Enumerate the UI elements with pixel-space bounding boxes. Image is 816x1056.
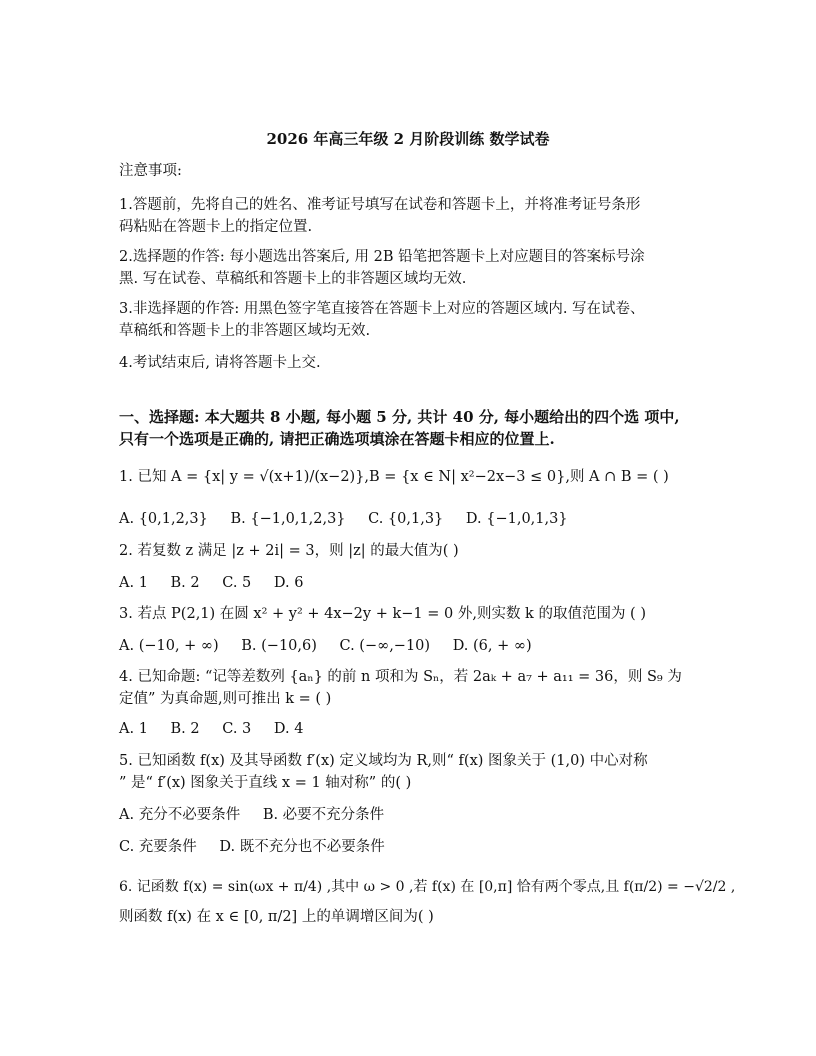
question-6: 6. 记函数 f(x) = sin(ωx + π/4) ,其中 ω > 0 ,若 f(x) 在 [0,π] 恰有两个零点,且 f(π/2) = −√2/2 , [119,879,736,895]
notice-line: 黑. 写在试卷、草稿纸和答题卡上的非答题区域均无效. [119,271,467,287]
notice-line: 码粘贴在答题卡上的指定位置. [119,219,313,235]
option: D. {−1,0,1,3} [465,511,568,527]
question-5: 5. 已知函数 f(x) 及其导函数 f′(x) 定义域均为 R,则“ f(x) 图象关于 (1,0) 中心对称 [119,753,648,769]
option: C. 3 [222,721,252,737]
option: C. (−∞,−10) [339,638,431,654]
notice-line: 3.非选择题的作答: 用黑色签字笔直接答在答题卡上对应的答题区域内. 写在试卷、 [119,301,645,317]
option: A. 1 [119,721,148,737]
notice-line: 1.答题前，先将自己的姓名、准考证号填写在试卷和答题卡上，并将准考证号条形 [119,197,641,213]
option: B. 2 [170,721,200,737]
question-6-cont: 则函数 f(x) 在 x ∈ [0, π/2] 上的单调增区间为( ) [119,909,434,925]
option: C. 5 [222,575,252,591]
question-4-cont: 定值” 为真命题,则可推出 k = ( ) [119,691,332,707]
option: A. (−10, + ∞) [119,638,219,654]
option: D. (6, + ∞) [452,638,532,654]
question-4: 4. 已知命题: “记等差数列 {aₙ} 的前 n 项和为 Sₙ，若 2aₖ + a₇ + a₁₁ = 36，则 S₉ 为 [119,669,682,685]
question-2: 2. 若复数 z 满足 |z + 2i| = 3，则 |z| 的最大值为( ) [119,543,459,559]
option: A. {0,1,2,3} [119,511,208,527]
option: B. 必要不充分条件 [262,807,385,823]
option: A. 1 [119,575,148,591]
option: D. 6 [273,575,304,591]
notice-line: 草稿纸和答题卡上的非答题区域均无效. [119,323,371,339]
option: A. 充分不必要条件 [119,807,241,823]
section-heading: 只有一个选项是正确的, 请把正确选项填涂在答题卡相应的位置上. [119,430,555,448]
question-2-options [119,572,699,594]
question-5-options-row1 [119,804,699,826]
option: C. {0,1,3} [368,511,444,527]
option: D. 4 [273,721,304,737]
option: B. {−1,0,1,2,3} [230,511,346,527]
question-3-options [119,635,699,657]
notice-heading: 注意事项: [119,163,182,179]
question-5-cont: ” 是“ f′(x) 图象关于直线 x = 1 轴对称” 的( ) [119,775,412,791]
page-title: 2026 年高三年级 2 月阶段训练 数学试卷 [266,130,550,148]
section-heading: 一、选择题: 本大题共 8 小题, 每小题 5 分, 共计 40 分, 每小题给出的四个选 项中, [119,408,680,426]
option: B. (−10,6) [241,638,317,654]
question-5-options-row2 [119,836,699,858]
question-3: 3. 若点 P(2,1) 在圆 x² + y² + 4x−2y + k−1 = 0 外,则实数 k 的取值范围为 ( ) [119,606,646,622]
question-4-options [119,718,699,740]
notice-line: 4.考试结束后, 请将答题卡上交. [119,355,321,371]
option: D. 既不充分也不必要条件 [219,839,385,855]
option: B. 2 [170,575,200,591]
notice-line: 2.选择题的作答: 每小题选出答案后, 用 2B 铅笔把答题卡上对应题目的答案标号涂 [119,249,645,265]
question-1: 1. 已知 A = {x| y = √(x+1)/(x−2)},B = {x ∈ N| x²−2x−3 ≤ 0},则 A ∩ B = ( ) [119,469,669,485]
option: C. 充要条件 [119,839,197,855]
question-1-options [119,508,699,530]
